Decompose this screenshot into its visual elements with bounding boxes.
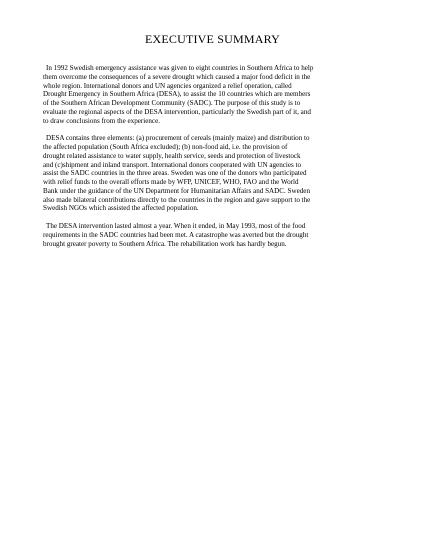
text-line: drought related assistance to water supply, health service, seeds and protection of livestock xyxy=(43,151,301,160)
text-line: and (c)shipment and inland transport. International donors cooperated with UN agencies to xyxy=(43,160,302,169)
text-line: also made bilateral contributions directly to the countries in the region and gave support to the xyxy=(43,195,311,204)
page-title: EXECUTIVE SUMMARY xyxy=(144,32,281,46)
text-line: Bank under the guidance of the UN Department for Humanitarian Affairs and SADC. Sweden xyxy=(43,186,310,195)
text-line: the affected population (South Africa excluded); (b) non-food aid, i.e. the provision of xyxy=(43,143,288,151)
text-line: them overcome the consequences of a severe drought which caused a major food deficit in the xyxy=(43,72,311,81)
text-line: with relief funds to the overall efforts made by WFP, UNICEF, WHO, FAO and the World xyxy=(43,178,299,186)
text-line: whole region. International donors and UN agencies organized a relief operation, called xyxy=(43,81,292,90)
text-line: to draw conclusions from the experience. xyxy=(43,116,161,125)
summary-body xyxy=(43,64,389,257)
paragraph-intro xyxy=(43,64,389,125)
text-line: Swedish NGOs which assisted the affected population. xyxy=(43,204,199,213)
text-line: The DESA intervention lasted almost a year. When it ended, in May 1993, most of the food xyxy=(46,222,306,230)
text-line: evaluate the regional aspects of the DESA intervention, particularly the Swedish part of it, and xyxy=(43,107,311,116)
text-line: brought greater poverty to Southern Africa. The rehabilitation work has hardly begun. xyxy=(43,239,287,248)
paragraph-desa-elements xyxy=(43,134,389,213)
paragraph-outcome xyxy=(43,222,389,248)
text-line: of the Southern African Development Community (SADC). The purpose of this study is to xyxy=(43,99,301,107)
text-line: In 1992 Swedish emergency assistance was given to eight countries in Southern Africa to help xyxy=(46,64,314,72)
text-line: DESA contains three elements: (a) procurement of cereals (mainly maize) and distribution to xyxy=(46,134,310,143)
text-line: assist the SADC countries in the three areas. Sweden was one of the donors who participated xyxy=(43,169,307,178)
text-line: requirements in the SADC countries had been met. A catastrophe was averted but the drought xyxy=(43,230,309,239)
text-line: Drought Emergency in Southern Africa (DESA), to assist the 10 countries which are members xyxy=(43,90,311,99)
